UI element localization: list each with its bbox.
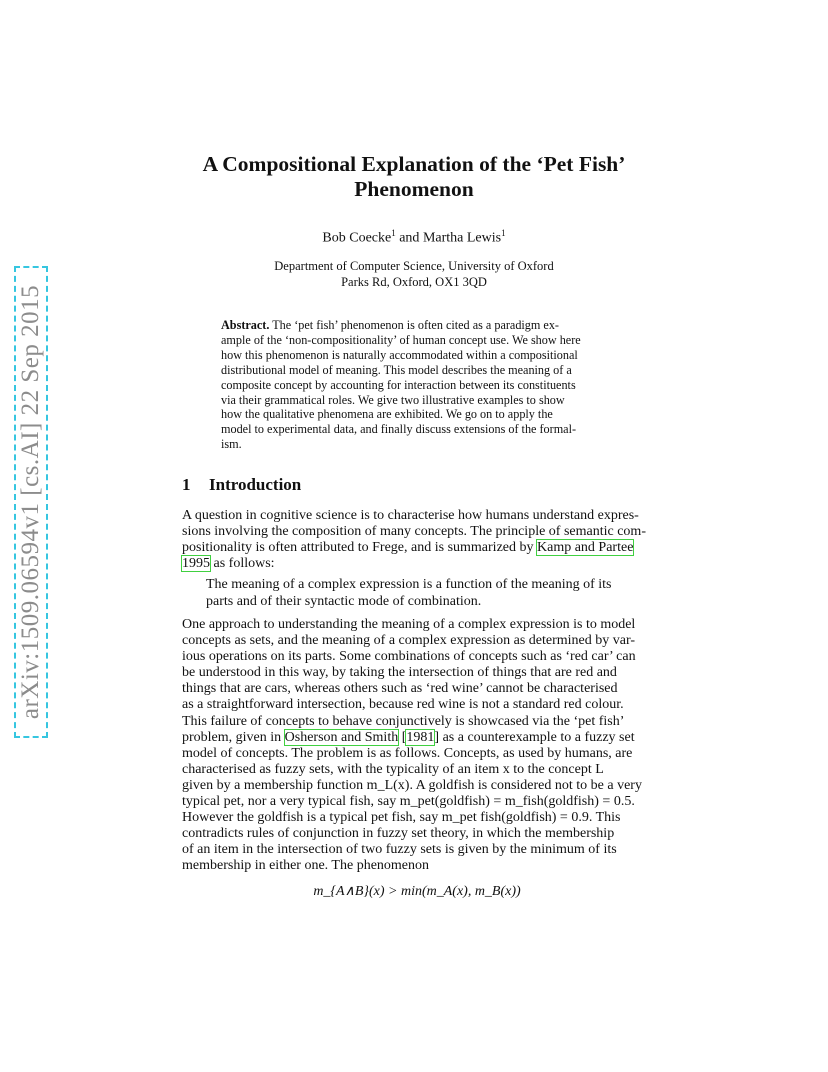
abstract-line: how this phenomenon is naturally accommodated within a compositional <box>221 347 578 362</box>
citation-year-link[interactable]: 1981 <box>406 729 435 745</box>
paragraph-line: of an item in the intersection of two fuzzy sets is given by the minimum of its <box>182 842 617 858</box>
paragraph-line: positionality is often attributed to Frege, and is summarized by Kamp and Partee <box>182 540 634 556</box>
paragraph-line: characterised as fuzzy sets, with the typicality of an item x to the concept L <box>182 761 604 777</box>
arxiv-identifier: arXiv:1509.06594v1 [cs.AI] 22 Sep 2015 <box>17 284 44 720</box>
section-number: 1 <box>182 475 191 494</box>
title-line-2: Phenomenon <box>354 177 474 201</box>
paper-title <box>150 152 678 202</box>
paragraph-line: However the goldfish is a typical pet fish, say m_pet fish(goldfish) = 0.9. This <box>182 810 621 826</box>
abstract-line: how the qualitative phenomena are exhibited. We go on to apply the <box>221 407 553 422</box>
equation: m_{A∧B}(x) > min(m_A(x), m_B(x)) <box>313 884 521 899</box>
abstract-line: distributional model of meaning. This model describes the meaning of a <box>221 362 572 377</box>
paragraph-line: as a straightforward intersection, because red wine is not a standard red colour. <box>182 697 624 713</box>
abstract-line: model to experimental data, and finally discuss extensions of the formal- <box>221 422 577 437</box>
abstract <box>221 318 612 452</box>
abstract-line: Abstract. The ‘pet fish’ phenomenon is often cited as a paradigm ex- <box>221 318 559 332</box>
author-conjunction: and <box>399 230 420 246</box>
citation-link-osherson-smith[interactable]: Osherson and Smith <box>284 729 399 745</box>
abstract-line: composite concept by accounting for interaction between its constituents <box>221 377 576 392</box>
author-name: Bob Coecke <box>322 230 392 246</box>
paragraph-line: be understood in this way, by taking the intersection of things that are red and <box>182 665 617 681</box>
quote-line: parts and of their syntactic mode of combination. <box>206 593 482 609</box>
intro-paragraph-2 <box>182 617 652 875</box>
affiliation <box>200 258 628 290</box>
paragraph-line: membership in either one. The phenomenon <box>182 858 430 874</box>
citation-year-link[interactable]: 1995 <box>182 556 210 572</box>
arxiv-identifier-stamp[interactable] <box>14 266 48 738</box>
author-name: Martha Lewis <box>422 230 502 246</box>
section-title: Introduction <box>209 475 302 494</box>
paragraph-line: things that are cars, whereas others such as ‘red wine’ cannot be characterised <box>182 681 618 697</box>
paragraph-line: 1995 as follows: <box>182 556 275 572</box>
abstract-line: ism. <box>221 437 242 452</box>
paragraph-line: model of concepts. The problem is as follows. Concepts, as used by humans, are <box>182 745 633 761</box>
title-line-1: A Compositional Explanation of the ‘Pet Fish’ <box>202 152 626 176</box>
paragraph-line: typical pet, nor a very typical fish, say m_pet(goldfish) = m_fish(goldfish) = 0.5. <box>182 794 635 810</box>
paragraph-line: sions involving the composition of many concepts. The principle of semantic com- <box>182 524 646 540</box>
paragraph-line: A question in cognitive science is to characterise how humans understand expres- <box>182 508 639 523</box>
intro-paragraph-1 <box>182 508 652 572</box>
paragraph-line: concepts as sets, and the meaning of a complex expression as determined by var- <box>182 633 636 649</box>
affiliation-marker: 1 <box>501 228 506 238</box>
affiliation-marker: 1 <box>391 228 396 238</box>
affiliation-line: Parks Rd, Oxford, OX1 3QD <box>341 275 487 289</box>
section-heading <box>182 475 652 495</box>
author-list <box>200 228 628 247</box>
paragraph-line: given by a membership function m_L(x). A goldfish is considered not to be a very <box>182 777 642 793</box>
paragraph-line: contradicts rules of conjunction in fuzzy set theory, in which the membership <box>182 826 615 842</box>
citation-link-kamp-partee[interactable]: Kamp and Partee <box>537 540 634 556</box>
abstract-line: ample of the ‘non-compositionality’ of human concept use. We show here <box>221 332 581 347</box>
affiliation-line: Department of Computer Science, University of Oxford <box>274 259 554 273</box>
paragraph-line: One approach to understanding the meaning of a complex expression is to model <box>182 617 636 632</box>
paragraph-line: problem, given in Osherson and Smith [1981] as a counterexample to a fuzzy set <box>182 729 635 745</box>
block-quote <box>206 577 636 610</box>
abstract-label: Abstract. <box>221 318 270 332</box>
quote-line: The meaning of a complex expression is a function of the meaning of its <box>206 577 612 592</box>
paragraph-line: ious operations on its parts. Some combinations of concepts such as ‘red car’ can <box>182 649 636 665</box>
abstract-line: via their grammatical roles. We give two illustrative examples to show <box>221 392 565 407</box>
paragraph-line: This failure of concepts to behave conjunctively is showcased via the ‘pet fish’ <box>182 713 625 729</box>
